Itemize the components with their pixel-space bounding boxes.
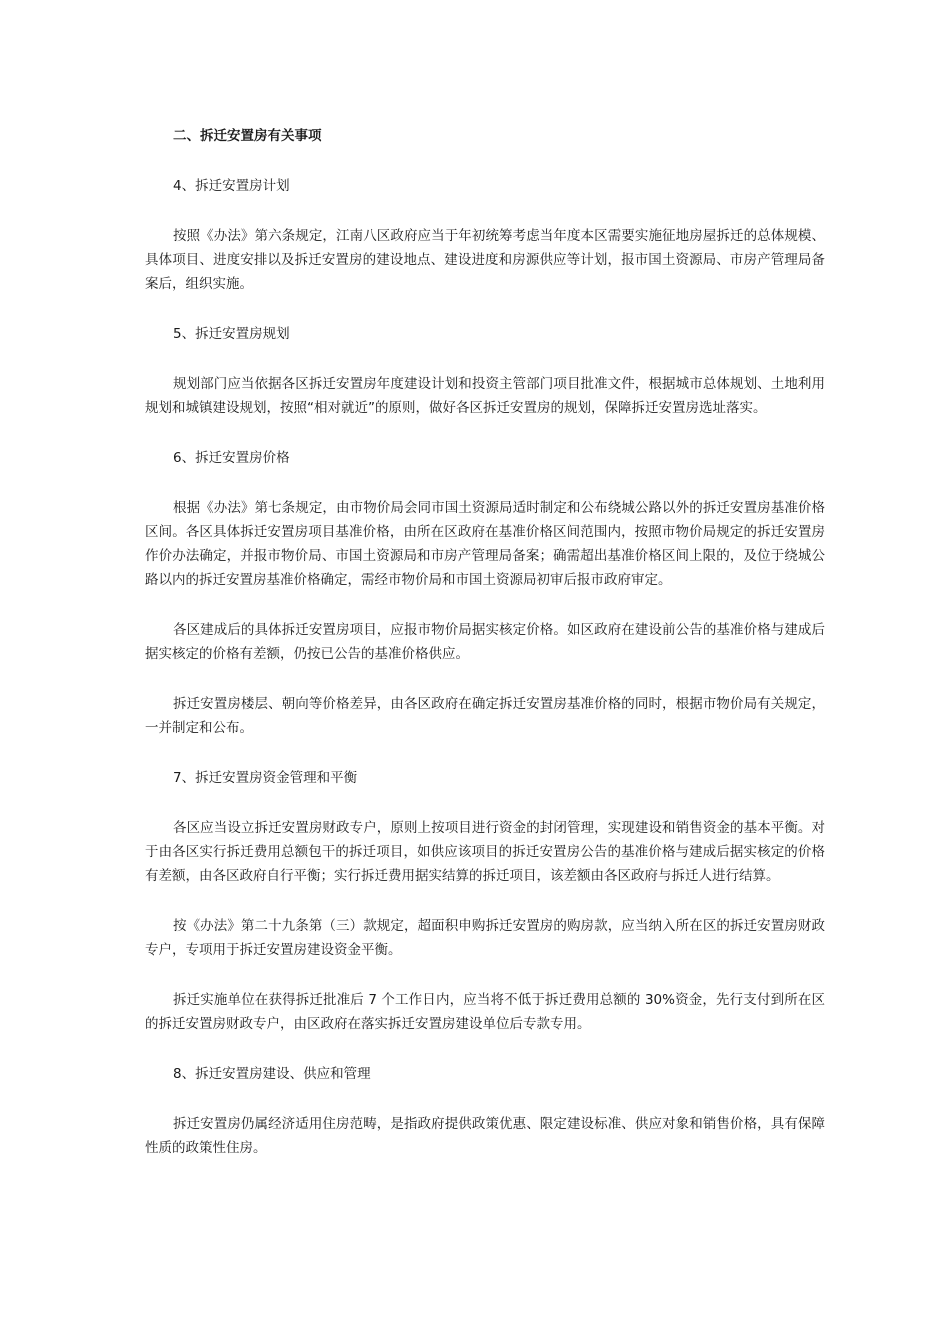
item-4-title: 4、拆迁安置房计划 (173, 178, 290, 194)
item-5-paragraph-1: 规划部门应当依据各区拆迁安置房年度建设计划和投资主管部门项目批准文件，根据城市总体规划、土地利用规划和城镇建设规划，按照“相对就近”的原则，做好各区拆迁安置房的规划，保障拆迁安置房选址落实。 (145, 376, 825, 416)
item-7-paragraph-3: 拆迁实施单位在获得拆迁批准后 7 个工作日内，应当将不低于拆迁费用总额的 30%资金，先行支付到所在区的拆迁安置房财政专户，由区政府在落实拆迁安置房建设单位后专款专用。 (145, 992, 825, 1032)
item-4-paragraph-1: 按照《办法》第六条规定，江南八区政府应当于年初统筹考虑当年度本区需要实施征地房屋拆迁的总体规模、具体项目、进度安排以及拆迁安置房的建设地点、建设进度和房源供应等计划，报市国土资源局、市房产管理局备案后，组织实施。 (145, 228, 825, 292)
section-title: 二、拆迁安置房有关事项 (173, 128, 322, 144)
item-7-title: 7、拆迁安置房资金管理和平衡 (173, 770, 358, 786)
item-7-paragraph-1: 各区应当设立拆迁安置房财政专户，原则上按项目进行资金的封闭管理，实现建设和销售资金的基本平衡。对于由各区实行拆迁费用总额包干的拆迁项目，如供应该项目的拆迁安置房公告的基准价格与建成后据实核定的价格有差额，由各区政府自行平衡；实行拆迁费用据实结算的拆迁项目，该差额由各区政府与拆迁人进行结算。 (145, 820, 825, 884)
item-6-title: 6、拆迁安置房价格 (173, 450, 290, 466)
item-8-title: 8、拆迁安置房建设、供应和管理 (173, 1066, 371, 1082)
item-6-paragraph-1: 根据《办法》第七条规定，由市物价局会同市国土资源局适时制定和公布绕城公路以外的拆迁安置房基准价格区间。各区具体拆迁安置房项目基准价格，由所在区政府在基准价格区间范围内，按照市物价局规定的拆迁安置房作价办法确定，并报市物价局、市国土资源局和市房产管理局备案；确需超出基准价格区间上限的，及位于绕城公路以内的拆迁安置房基准价格确定，需经市物价局和市国土资源局初审后报市政府审定。 (145, 500, 825, 588)
item-7-paragraph-2: 按《办法》第二十九条第（三）款规定，超面积申购拆迁安置房的购房款，应当纳入所在区的拆迁安置房财政专户，专项用于拆迁安置房建设资金平衡。 (145, 918, 825, 958)
item-6-paragraph-2: 各区建成后的具体拆迁安置房项目，应报市物价局据实核定价格。如区政府在建设前公告的基准价格与建成后据实核定的价格有差额，仍按已公告的基准价格供应。 (145, 622, 825, 662)
item-5-title: 5、拆迁安置房规划 (173, 326, 290, 342)
item-6-paragraph-3: 拆迁安置房楼层、朝向等价格差异，由各区政府在确定拆迁安置房基准价格的同时，根据市物价局有关规定，一并制定和公布。 (145, 696, 825, 736)
item-8-paragraph-1: 拆迁安置房仍属经济适用住房范畴，是指政府提供政策优惠、限定建设标准、供应对象和销售价格，具有保障性质的政策性住房。 (145, 1116, 825, 1156)
document-page (145, 124, 825, 1186)
